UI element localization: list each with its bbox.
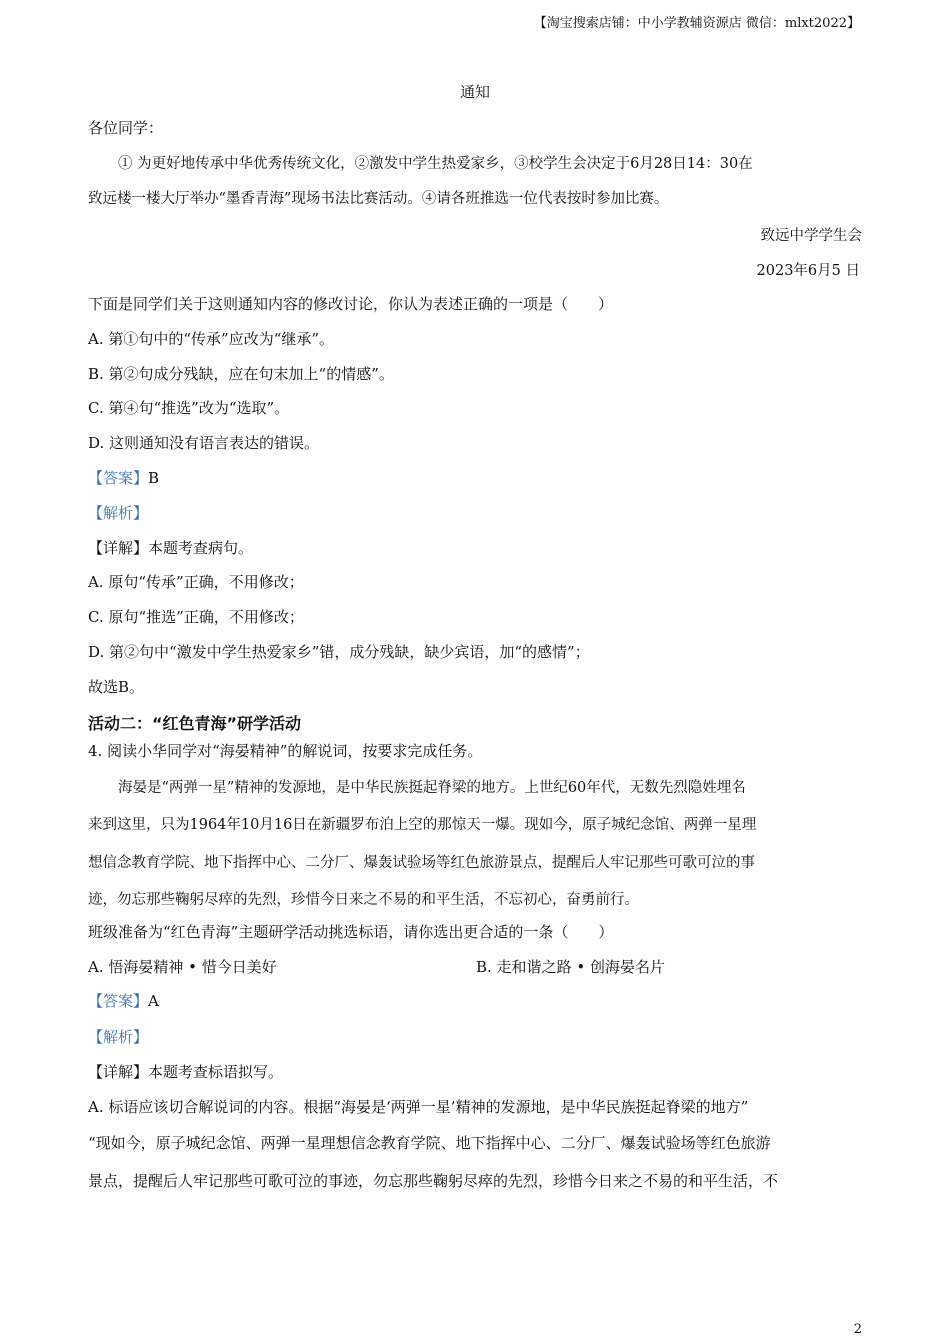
notice-salutation: 各位同学： [88,119,164,137]
q3-explanation-c: C. 原句“推选”正确，不用修改； [88,608,304,626]
q3-explanation-a: A. 原句“传承”正确，不用修改； [88,573,304,591]
q3-analysis-label: 【解析】 [88,504,149,522]
q4-detail: 【详解】本题考查标语拟写。 [88,1063,284,1081]
q4-passage-line: 想信念教育学院、地下指挥中心、二分厂、爆轰试验场等红色旅游景点，提醒后人牢记那些可歌可泣的事 [88,855,755,871]
answer-value: A [148,992,159,1010]
q3-option-d: D. 这则通知没有语言表达的错误。 [88,434,320,452]
answer-label: 【答案】 [88,469,149,487]
q4-stem: 4. 阅读小华同学对“海晏精神”的解说词，按要求完成任务。 [88,742,483,760]
q3-answer [88,468,159,488]
q4-option-a: A. 悟海晏精神 • 惜今日美好 [88,958,277,976]
q4-analysis-label: 【解析】 [88,1028,149,1046]
q4-task: 班级准备为“红色青海”主题研学活动挑选标语，请你选出更合适的一条（ ） [88,923,614,941]
notice-signature: 致远中学学生会 [760,228,862,244]
answer-label: 【答案】 [88,992,149,1010]
notice-line-2: 致远楼一楼大厅举办“墨香青海”现场书法比赛活动。④请各班推选一位代表按时参加比赛。 [88,191,669,207]
notice-title: 通知 [460,83,491,101]
q3-option-b: B. 第②句成分残缺，应在句末加上“的情感”。 [88,365,394,383]
page-number: 2 [853,1322,862,1337]
q3-stem: 下面是同学们关于这则通知内容的修改讨论，你认为表述正确的一项是（ ） [88,295,614,313]
q3-conclusion: 故选B。 [88,678,145,696]
q4-option-b: B. 走和谐之路 • 创海晏名片 [476,958,665,976]
q3-explanation-d: D. 第②句中“激发中学生热爱家乡”错，成分残缺，缺少宾语，加“的感情”； [88,643,590,661]
q4-passage-line: 迹，勿忘那些鞠躬尽瘁的先烈，珍惜今日来之不易的和平生活，不忘初心，奋勇前行。 [88,892,639,908]
q4-answer [88,991,159,1011]
notice-date: 2023年6月5 日 [756,263,860,279]
q3-option-a: A. 第①句中的“传承”应改为“继承”。 [88,330,335,348]
q4-passage-line: 海晏是“两弹一星”精神的发源地，是中华民族挺起脊梁的地方。上世纪60年代，无数先烈隐姓埋名 [118,780,746,796]
q3-detail: 【详解】本题考查病句。 [88,539,254,557]
q3-option-c: C. 第④句“推选”改为“选取”。 [88,399,290,417]
q4-passage-line: 来到这里，只为1964年10月16日在新疆罗布泊上空的那惊天一爆。现如今，原子城纪念馆、两弹一星理 [88,817,757,833]
q4-explanation-line: “现如今，原子城纪念馆、两弹一星理想信念教育学院、地下指挥中心、二分厂、爆轰试验场等红色旅游 [88,1134,771,1152]
notice-line-1: ① 为更好地传承中华优秀传统文化，②激发中学生热爱家乡，③校学生会决定于6月28日14：30在 [118,156,753,172]
q4-explanation-line: A. 标语应该切合解说词的内容。根据“海晏是‘两弹一星’精神的发源地，是中华民族挺起脊梁的地方” [88,1098,749,1116]
answer-value: B [148,469,160,487]
section-heading: 活动二：“红色青海”研学活动 [88,714,302,733]
page-header: 【淘宝搜索店铺：中小学教辅资源店 微信：mlxt2022】 [533,16,860,31]
q4-explanation-line: 景点，提醒后人牢记那些可歌可泣的事迹，勿忘那些鞠躬尽瘁的先烈，珍惜今日来之不易的和平生活，不 [88,1172,779,1190]
